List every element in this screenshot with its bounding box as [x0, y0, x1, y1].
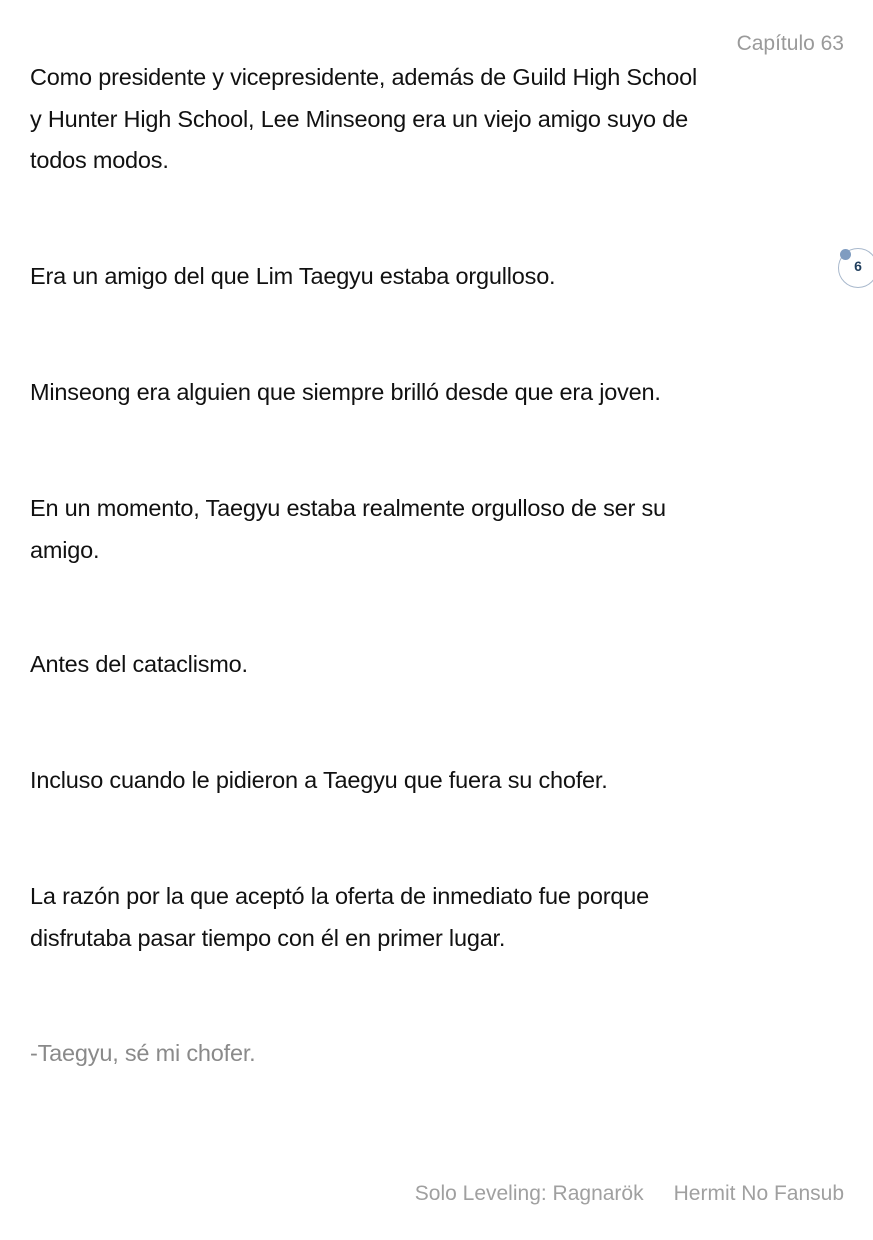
line: -Taegyu, sé mi chofer.	[30, 1040, 256, 1066]
line: todos modos.	[30, 147, 169, 173]
comment-count: 6	[854, 258, 862, 274]
dialogue-paragraph	[30, 1033, 860, 1075]
line: Como presidente y vicepresidente, además de Guild High School	[30, 64, 698, 90]
line: Incluso cuando le pidieron a Taegyu que fuera su chofer.	[30, 767, 608, 793]
paragraph	[30, 256, 860, 298]
line: En un momento, Taegyu estaba realmente orgulloso de ser su	[30, 495, 666, 521]
line: y Hunter High School, Lee Minseong era un viejo amigo suyo de	[30, 105, 688, 132]
line: La razón por la que aceptó la oferta de inmediato fue porque	[30, 883, 650, 909]
line: Minseong era alguien que siempre brilló desde que era joven.	[30, 379, 661, 405]
translator-credit: Hermit No Fansub	[673, 1182, 844, 1205]
paragraph	[30, 876, 860, 959]
footer	[385, 1182, 844, 1206]
line: disfrutaba pasar tiempo con él en primer lugar.	[30, 924, 506, 951]
paragraph	[30, 488, 860, 571]
line: amigo.	[30, 536, 100, 563]
book-title: Solo Leveling: Ragnarök	[414, 1182, 644, 1205]
paragraph	[30, 644, 860, 686]
paragraph	[30, 372, 860, 414]
chapter-title: Capítulo 63	[736, 32, 844, 55]
paragraph	[30, 57, 860, 182]
line: Antes del cataclismo.	[30, 651, 248, 677]
badge-dot-icon	[840, 249, 851, 260]
line: Era un amigo del que Lim Taegyu estaba orgulloso.	[30, 263, 556, 289]
paragraph	[30, 760, 860, 802]
